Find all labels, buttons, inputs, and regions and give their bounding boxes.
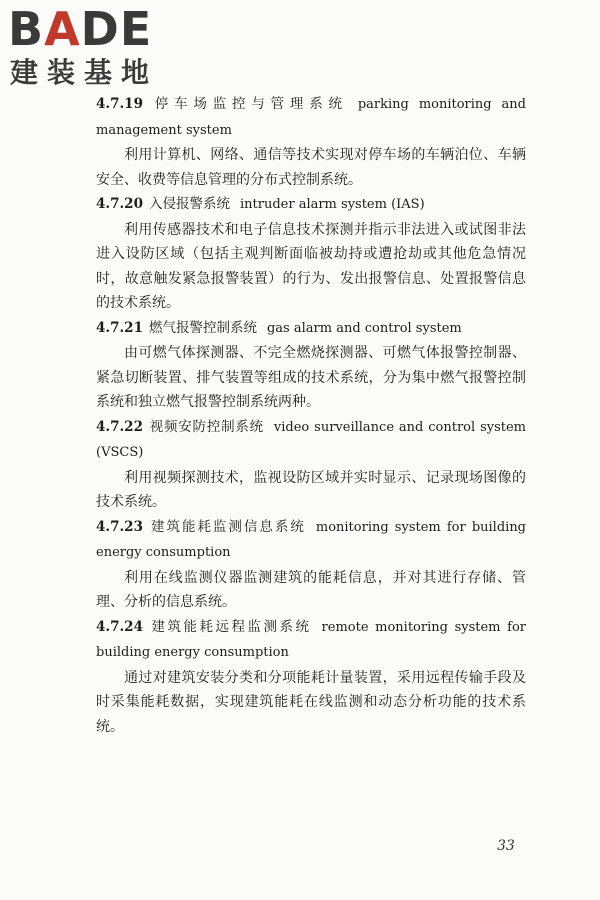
term-english-title: intruder alarm system (IAS) (239, 197, 425, 212)
term-number: 4.7.23 (96, 518, 143, 535)
logo-subtitle: 建装基地 (10, 56, 159, 89)
term-definition: 利用传感器技术和电子信息技术探测并指示非法进入或试图非法进入设防区域（包括主观判断面临被劫持或遭抢劫或其他危急情况时，故意触发紧急报警装置）的行为、发出报警信息、处置报警信息的技术系统。 (96, 221, 526, 311)
term-number: 4.7.24 (96, 618, 143, 635)
term-number: 4.7.22 (96, 418, 143, 435)
term-chinese-title: 燃气报警控制系统 (148, 319, 257, 336)
term-definition: 通过对建筑安装分类和分项能耗计量装置，采用远程传输手段及时采集能耗数据，实现建筑能耗在线监测和动态分析功能的技术系统。 (96, 669, 526, 735)
term-chinese-title: 建筑能耗监测信息系统 (148, 518, 306, 535)
term-english-title: parking monitoring and management system (96, 97, 526, 138)
term-english-title: remote monitoring system for building energy consumption (96, 619, 527, 660)
document-body (96, 92, 526, 739)
term-entry-4-7-23 (96, 515, 526, 615)
term-heading (96, 192, 526, 218)
term-number: 4.7.19 (96, 96, 143, 112)
term-english-title: gas alarm and control system (266, 320, 462, 336)
term-entry-4-7-20 (96, 192, 526, 316)
term-entry-4-7-21 (96, 316, 526, 415)
term-definition: 由可燃气体探测器、不完全燃烧探测器、可燃气体报警控制器、紧急切断装置、排气装置等组成的技术系统，分为集中燃气报警控制系统和独立燃气报警控制系统两种。 (96, 345, 526, 410)
term-chinese-title: 视频安防控制系统 (148, 418, 264, 435)
term-heading (96, 316, 526, 342)
term-entry-4-7-24 (96, 615, 526, 740)
term-definition: 利用在线监测仪器监测建筑的能耗信息，并对其进行存储、管理、分析的信息系统。 (96, 569, 526, 610)
page-number: 33 (497, 838, 515, 854)
bade-watermark-logo (8, 4, 178, 96)
term-heading (96, 515, 526, 566)
term-definition: 利用视频探测技术，监视设防区域并实时显示、记录现场图像的技术系统。 (96, 469, 526, 510)
term-english-title: video surveillance and control system (VSCS) (96, 419, 526, 460)
logo-wordmark (8, 4, 152, 54)
term-entry-4-7-19 (96, 92, 526, 192)
term-heading (96, 615, 526, 666)
term-definition: 利用计算机、网络、通信等技术实现对停车场的车辆泊位、车辆安全、收费等信息管理的分布式控制系统。 (96, 147, 526, 188)
term-number: 4.7.21 (96, 319, 143, 336)
term-entry-4-7-22 (96, 415, 526, 515)
term-chinese-title: 停车场监控与管理系统 (148, 96, 348, 112)
term-heading (96, 92, 526, 143)
term-number: 4.7.20 (96, 196, 143, 212)
logo-brand-text: BADE (8, 2, 153, 56)
term-english-title: monitoring system for building energy consumption (96, 519, 527, 560)
term-chinese-title: 建筑能耗远程监测系统 (148, 618, 312, 635)
term-chinese-title: 入侵报警系统 (148, 196, 230, 212)
term-heading (96, 415, 526, 466)
